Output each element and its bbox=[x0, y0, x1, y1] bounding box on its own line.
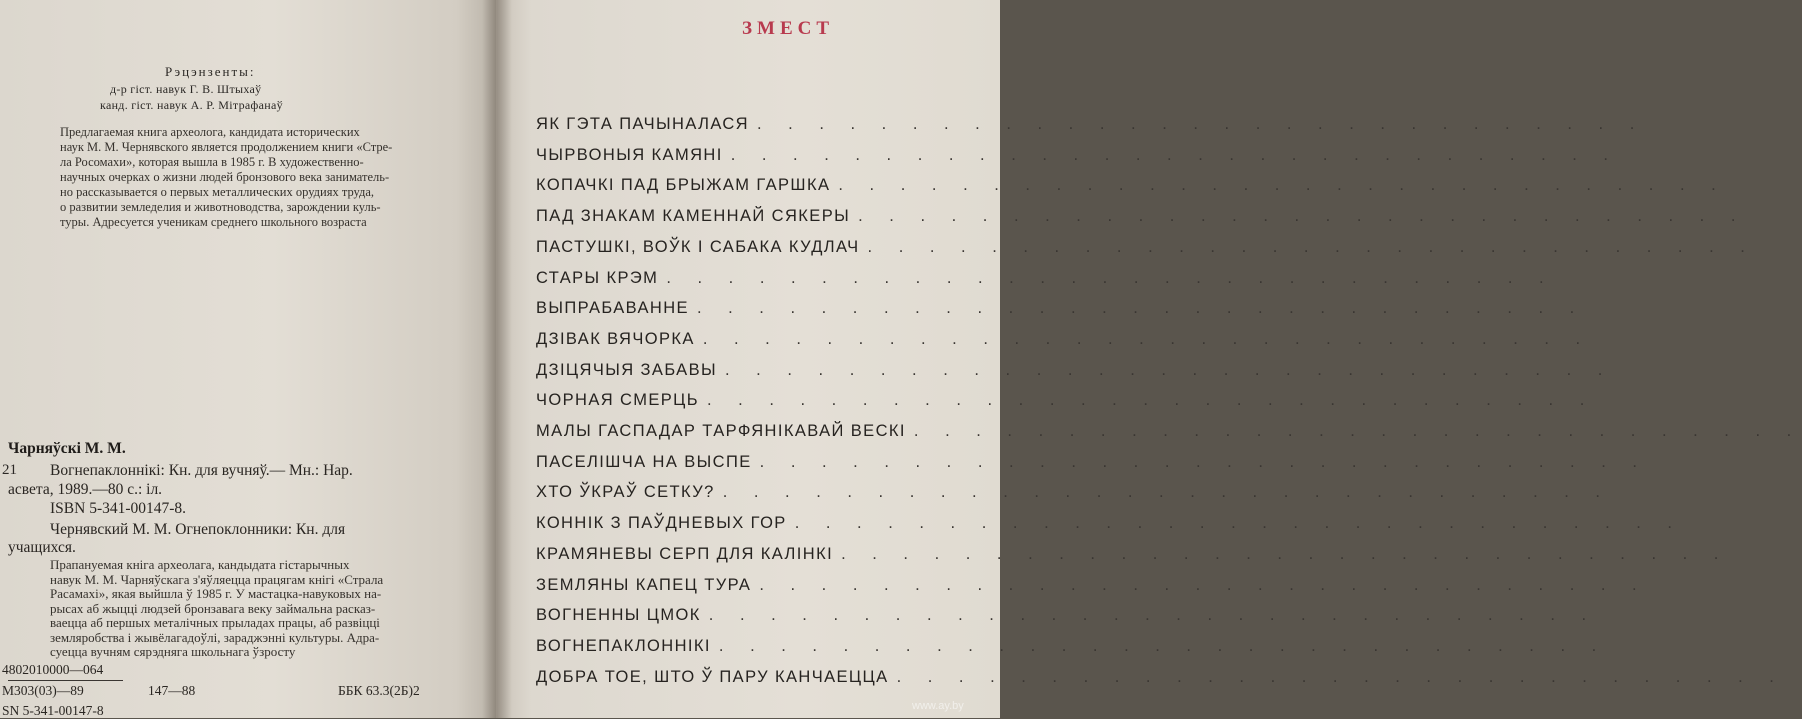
reviewer-line: канд. гіст. навук А. Р. Мітрафанаў bbox=[100, 98, 283, 112]
toc-leader-dots: . . . . . . . . . . . . . . . . . . . . . . . . . . . . . bbox=[759, 452, 1648, 471]
toc-item-title: КРАМЯНЕВЫ СЕРП ДЛЯ КАЛІНКІ bbox=[536, 544, 834, 563]
bibliographic-line: Чернявский М. М. Огнепоклонники: Кн. для bbox=[50, 521, 346, 538]
toc-item bbox=[536, 108, 1646, 134]
toc-item-title: ЗЕМЛЯНЫ КАПЕЦ ТУРА bbox=[536, 575, 752, 594]
toc-leader-dots: . . . . . . . . . . . . . . . . . . . . . . . . . . . . . bbox=[722, 483, 1611, 502]
toc-leader-dots: . . . . . . . . . . . . . . . . . . . . . . . . . . . . . bbox=[708, 606, 1598, 625]
toc-item-title: ЧЫРВОНЫЯ КАМЯНІ bbox=[536, 145, 723, 164]
toc-item bbox=[536, 630, 1608, 656]
bibliographic-line: асвета, 1989.—80 с.: іл. bbox=[8, 481, 163, 498]
catalog-number: 21 bbox=[2, 462, 17, 478]
classification-code-right: 147—88 bbox=[148, 683, 196, 698]
annotation-line: наук М. М. Чернявского является продолжением книги «Стре- bbox=[60, 140, 393, 154]
toc-leader-dots: . . . . . . . . . . . . . . . . . . . . . . . . . . . . . bbox=[718, 636, 1608, 655]
toc-leader-dots: . . . . . . . . . . . . . . . . . . . . . . . . . . . . . bbox=[759, 575, 1648, 594]
toc-item-title: ЯК ГЭТА ПАЧЫНАЛАСЯ bbox=[536, 115, 749, 133]
author-heading: Чарняўскі М. М. bbox=[8, 440, 126, 457]
annotation-line: научных очерках о жизни людей бронзового века заниматель- bbox=[60, 170, 390, 184]
toc-leader-dots: . . . . . . . . . . . . . . . . . . . . . . . . . . . . . bbox=[838, 176, 1727, 195]
toc-item bbox=[536, 599, 1598, 625]
toc-item bbox=[536, 200, 1747, 226]
toc-item bbox=[536, 446, 1648, 472]
toc-item bbox=[536, 323, 1592, 349]
toc-leader-dots: . . . . . . . . . . . . . . . . . . . . . . . . . . . . . bbox=[702, 329, 1592, 348]
toc-item-title: ВОГНЕННЫ ЦМОК bbox=[536, 606, 701, 625]
divider bbox=[8, 680, 123, 681]
toc-leader-dots: . . . . . . . . . . . . . . . . . . . . . . . . . . . . . bbox=[730, 145, 1620, 164]
toc-item bbox=[536, 139, 1620, 165]
toc-item-title: СТАРЫ КРЭМ bbox=[536, 268, 659, 287]
bibliographic-line: учащихся. bbox=[8, 539, 76, 556]
annotation-belarusian bbox=[50, 558, 383, 660]
toc-leader-dots: . . . . . . . . . . . . . . . . . . . . . . . . . . . . . bbox=[913, 422, 1802, 440]
toc-item bbox=[536, 661, 1785, 687]
toc-item-title: КОННІК З ПАЎДНЕВЫХ ГОР bbox=[536, 514, 787, 533]
toc-leader-dots: . . . . . . . . . . . . . . . . . . . . . . . . . . . . . bbox=[794, 514, 1684, 533]
toc-item bbox=[536, 262, 1555, 288]
annotation-line: рысах аб жыцці людзей бронзавага веку займальна расказ- bbox=[50, 600, 376, 616]
annotation-line: навук М. М. Чарняўскага з'яўляецца працягам кнігі «Страла bbox=[50, 571, 384, 587]
toc-item-title: ДЗІВАК ВЯЧОРКА bbox=[536, 329, 695, 348]
annotation-line: туры. Адресуется ученикам среднего школьного возраста bbox=[60, 215, 367, 229]
toc-item bbox=[536, 231, 1756, 257]
isbn-footer: SN 5-341-00147-8 bbox=[2, 703, 104, 718]
bibliographic-line: Вогнепаклоннікі: Кн. для вучняў.— Мн.: Нар. bbox=[50, 462, 353, 479]
reviewer-line: д-р гіст. навук Г. В. Штыхаў bbox=[110, 82, 262, 96]
bbk-code: ББК 63.3(2Б)2 bbox=[338, 683, 420, 698]
toc-item bbox=[536, 354, 1614, 380]
annotation-line: но рассказывается о первых металлических орудиях труда, bbox=[60, 185, 375, 199]
bibliographic-line: ISBN 5-341-00147-8. bbox=[50, 500, 187, 517]
book-gutter bbox=[482, 0, 512, 718]
annotation-line: о развитии земледелия и животноводства, зарождении куль- bbox=[60, 200, 381, 214]
annotation-line: ла Росомахи», которая вышла в 1985 г. В художественно- bbox=[60, 155, 364, 169]
toc-leader-dots: . . . . . . . . . . . . . . . . . . . . . . . . . . . . . bbox=[867, 237, 1756, 256]
toc-item bbox=[536, 569, 1648, 595]
annotation-line: Расамахі», якая выйшла ў 1985 г. У мастацка-навуковых на- bbox=[50, 586, 382, 601]
toc-item bbox=[536, 476, 1611, 502]
toc-item-title: ПАД ЗНАКАМ КАМЕННАЙ СЯКЕРЫ bbox=[536, 207, 851, 226]
toc-item-title: ЧОРНАЯ СМЕРЦЬ bbox=[536, 391, 699, 410]
toc-item bbox=[536, 538, 1730, 564]
toc-item-title: ПАСЕЛІШЧА НА ВЫСПЕ bbox=[536, 452, 752, 471]
toc-leader-dots: . . . . . . . . . . . . . . . . . . . . . . . . . . . . . bbox=[858, 207, 1747, 226]
toc-leader-dots: . . . . . . . . . . . . . . . . . . . . . . . . . . . . . bbox=[896, 667, 1785, 686]
toc-item-title: ДОБРА ТОЕ, ШТО Ў ПАРУ КАНЧАЕЦЦА bbox=[536, 667, 889, 686]
toc-item-title: ВЫПРАБАВАННЕ bbox=[536, 299, 689, 318]
toc-item bbox=[536, 384, 1596, 410]
toc-item bbox=[536, 169, 1727, 195]
annotation-line: суецца вучням сярэдняга школьнага ўзросту bbox=[50, 644, 296, 659]
classification-code-bottom: М303(03)—89 bbox=[2, 683, 84, 698]
toc-item-title: ВОГНЕПАКЛОННІКІ bbox=[536, 636, 711, 655]
annotation-line: Прапануемая кніга археолага, кандыдата гістарычных bbox=[50, 557, 350, 572]
toc-item bbox=[536, 415, 1802, 441]
toc-leader-dots: . . . . . . . . . . . . . . . . . . . . . . . . . . . . . bbox=[706, 391, 1596, 410]
toc-leader-dots: . . . . . . . . . . . . . . . . . . . . . . . . . . . . . bbox=[757, 115, 1646, 133]
toc-item-title: КОПАЧКІ ПАД БРЫЖАМ ГАРШКА bbox=[536, 176, 831, 195]
toc-item-title: МАЛЫ ГАСПАДАР ТАРФЯНІКАВАЙ ВЕСКІ bbox=[536, 422, 906, 440]
watermark: www.ay.by bbox=[912, 700, 964, 712]
classification-code-top: 4802010000—064 bbox=[2, 662, 104, 677]
toc-title: ЗМЕСТ bbox=[742, 18, 835, 39]
toc-item-title: ПАСТУШКІ, ВОЎК І САБАКА КУДЛАЧ bbox=[536, 237, 860, 256]
toc-item-title: ДЗІЦЯЧЫЯ ЗАБАВЫ bbox=[536, 360, 718, 379]
reviewers-title: Рэцэнзенты: bbox=[165, 64, 256, 79]
annotation-russian bbox=[60, 125, 392, 230]
toc-leader-dots: . . . . . . . . . . . . . . . . . . . . . . . . . . . . . bbox=[666, 268, 1555, 287]
left-page bbox=[0, 0, 496, 718]
toc-item bbox=[536, 507, 1684, 533]
toc-leader-dots: . . . . . . . . . . . . . . . . . . . . . . . . . . . . . bbox=[841, 544, 1730, 563]
annotation-line: Предлагаемая книга археолога, кандидата исторических bbox=[60, 125, 360, 139]
annotation-line: ваецца аб першых металічных прыладах працы, аб развіцці bbox=[50, 615, 380, 630]
toc-leader-dots: . . . . . . . . . . . . . . . . . . . . . . . . . . . . . bbox=[696, 299, 1586, 318]
annotation-line: земляробства і жывёлагадоўлі, зараджэнні культуры. Адра- bbox=[50, 629, 380, 645]
toc-item-title: ХТО ЎКРАЎ СЕТКУ? bbox=[536, 483, 715, 502]
toc-leader-dots: . . . . . . . . . . . . . . . . . . . . . . . . . . . . . bbox=[725, 360, 1614, 379]
toc-item bbox=[536, 292, 1586, 318]
